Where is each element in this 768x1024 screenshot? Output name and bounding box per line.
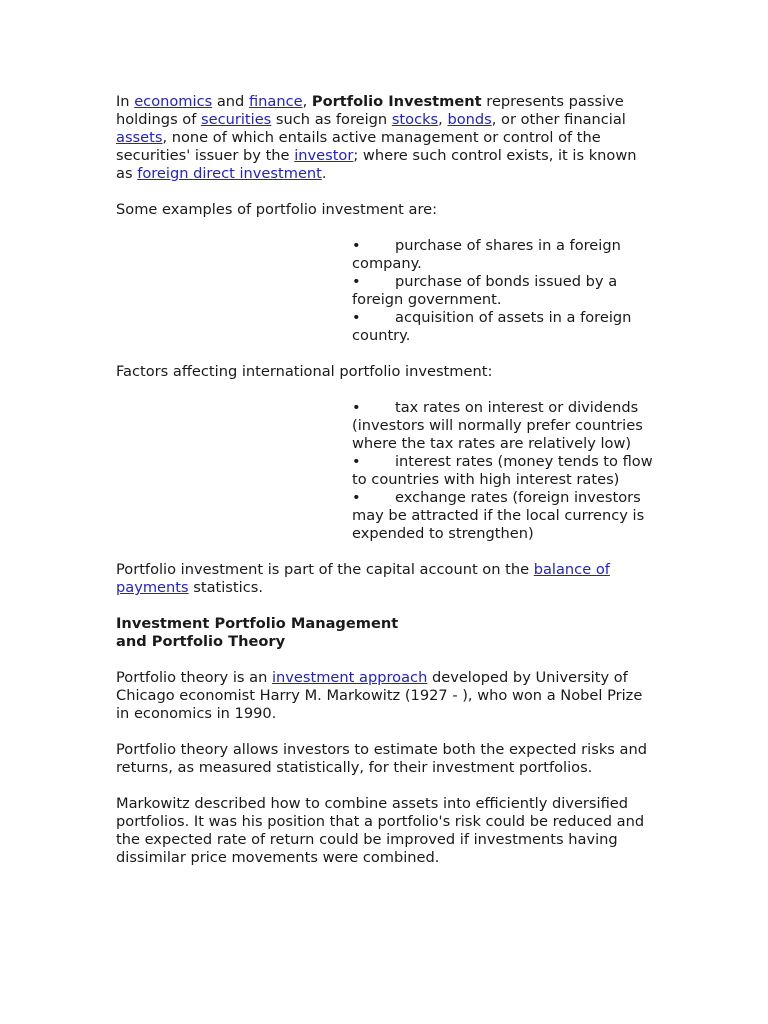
intro-text: such as foreign xyxy=(271,111,392,128)
intro-text: . xyxy=(321,165,327,182)
link-bonds[interactable]: bonds xyxy=(447,111,492,128)
paragraph-text: Portfolio theory is an xyxy=(116,669,272,686)
article-body xyxy=(116,93,656,885)
intro-text: , xyxy=(438,111,448,128)
markowitz-paragraph: Markowitz described how to combine assets into efficiently diversified portfolios. It was his position that a portfolio's risk could be reduced and the expected rate of return could be improved if investments having dissimilar price movements were combined. xyxy=(116,795,645,866)
link-investor[interactable]: investor xyxy=(294,147,354,164)
list-item-text: purchase of bonds issued by a foreign government. xyxy=(352,273,618,308)
theory-paragraph xyxy=(116,669,656,723)
paragraph-text: developed by University of Chicago economist Harry M. Markowitz (1927 - ), who won a Nobel Prize in economics in 1990. xyxy=(116,669,643,722)
factors-intro: Factors affecting international portfolio investment: xyxy=(116,363,493,380)
intro-paragraph xyxy=(116,93,656,183)
link-investment-approach[interactable]: investment approach xyxy=(271,669,428,686)
link-balance-of-payments[interactable]: balance of payments xyxy=(116,561,610,596)
capital-account-paragraph xyxy=(116,561,656,597)
bullet-icon: • xyxy=(352,309,361,326)
link-securities[interactable]: securities xyxy=(201,111,272,128)
list-item-text: exchange rates (foreign investors may be attracted if the local currency is expended to strengthen) xyxy=(352,489,645,542)
heading-line: Investment Portfolio Management xyxy=(116,615,399,632)
section-heading xyxy=(116,615,656,651)
intro-text: , or other financial xyxy=(491,111,626,128)
factors-list xyxy=(352,399,657,543)
list-item xyxy=(352,489,657,543)
link-economics[interactable]: economics xyxy=(134,93,213,110)
link-finance[interactable]: finance xyxy=(248,93,303,110)
bullet-icon: • xyxy=(352,273,361,290)
bullet-icon: • xyxy=(352,237,361,254)
bullet-icon: • xyxy=(352,399,361,416)
intro-text: ; where such control exists, it is known as xyxy=(116,147,637,182)
bullet-icon: • xyxy=(352,453,361,470)
bullet-icon: • xyxy=(352,489,361,506)
list-item-text: purchase of shares in a foreign company. xyxy=(352,237,621,272)
risks-paragraph: Portfolio theory allows investors to estimate both the expected risks and returns, as measured statistically, for their investment portfolios. xyxy=(116,741,647,776)
list-item xyxy=(352,237,657,273)
paragraph-text: statistics. xyxy=(188,579,263,596)
heading-line: and Portfolio Theory xyxy=(116,633,286,650)
list-item-text: acquisition of assets in a foreign country. xyxy=(352,309,632,344)
examples-intro: Some examples of portfolio investment are: xyxy=(116,201,438,218)
paragraph-text: Portfolio investment is part of the capital account on the xyxy=(116,561,534,578)
list-item xyxy=(352,399,657,453)
link-assets[interactable]: assets xyxy=(116,129,163,146)
intro-text: In xyxy=(116,93,135,110)
intro-text: represents passive holdings of xyxy=(116,93,624,128)
link-stocks[interactable]: stocks xyxy=(391,111,439,128)
intro-text: , xyxy=(302,93,312,110)
term-portfolio-investment: Portfolio Investment xyxy=(311,93,482,110)
list-item-text: interest rates (money tends to flow to countries with high interest rates) xyxy=(352,453,653,488)
examples-list xyxy=(352,237,657,345)
list-item xyxy=(352,453,657,489)
list-item xyxy=(352,309,657,345)
list-item xyxy=(352,273,657,309)
intro-text: , none of which entails active management or control of the securities' issuer by the xyxy=(116,129,601,164)
intro-text: and xyxy=(212,93,249,110)
list-item-text: tax rates on interest or dividends (investors will normally prefer countries where the tax rates are relatively low) xyxy=(352,399,643,452)
link-foreign-direct-investment[interactable]: foreign direct investment xyxy=(137,165,322,182)
